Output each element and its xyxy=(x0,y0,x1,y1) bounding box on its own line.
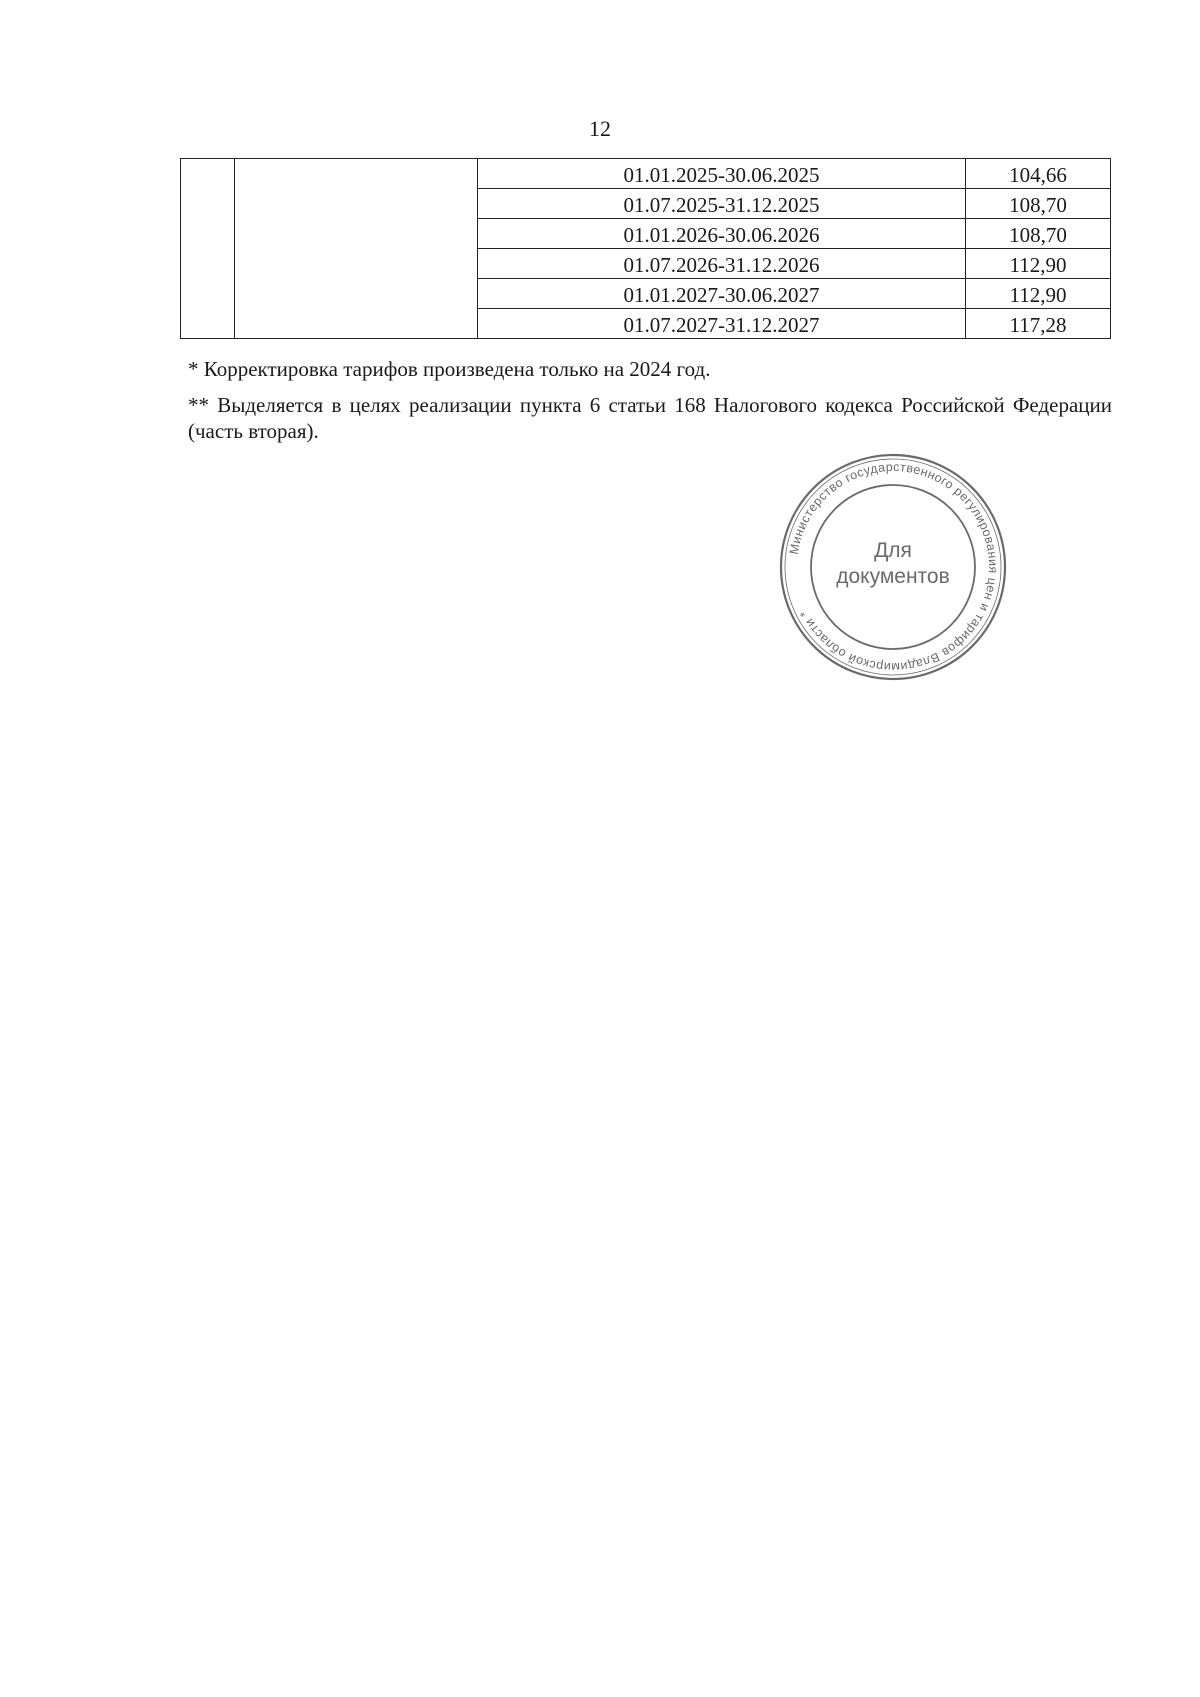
period-cell: 01.07.2025-31.12.2025 xyxy=(478,189,966,219)
tariff-value-cell: 112,90 xyxy=(966,279,1111,309)
period-cell: 01.01.2025-30.06.2025 xyxy=(478,159,966,189)
footnote-1: * Корректировка тарифов произведена только на 2024 год. xyxy=(188,357,711,381)
seal-center-line-2: документов xyxy=(836,565,950,588)
seal-center-line-1: Для xyxy=(874,539,912,562)
page-number: 12 xyxy=(589,116,611,141)
tariff-value-cell: 108,70 xyxy=(966,219,1111,249)
period-cell: 01.01.2026-30.06.2026 xyxy=(478,219,966,249)
table-row xyxy=(181,159,1111,189)
seal-stamp xyxy=(778,452,1008,682)
tariff-value-cell: 117,28 xyxy=(966,309,1111,339)
tariff-value-cell: 112,90 xyxy=(966,249,1111,279)
empty-cell-number xyxy=(181,159,235,339)
period-cell: 01.01.2027-30.06.2027 xyxy=(478,279,966,309)
seal-ring-text: Министерство государственного регулирования цен и тарифов Владимирской области * xyxy=(786,459,1001,675)
seal-center-text xyxy=(778,538,1008,590)
tariff-table xyxy=(180,158,1111,339)
footnote-2: ** Выделяется в целях реализации пункта 6 статьи 168 Налогового кодекса Российской Федерации (часть вторая). xyxy=(188,393,1112,443)
tariff-value-cell: 108,70 xyxy=(966,189,1111,219)
empty-cell-name xyxy=(235,159,478,339)
period-cell: 01.07.2026-31.12.2026 xyxy=(478,249,966,279)
period-cell: 01.07.2027-31.12.2027 xyxy=(478,309,966,339)
tariff-value-cell: 104,66 xyxy=(966,159,1111,189)
